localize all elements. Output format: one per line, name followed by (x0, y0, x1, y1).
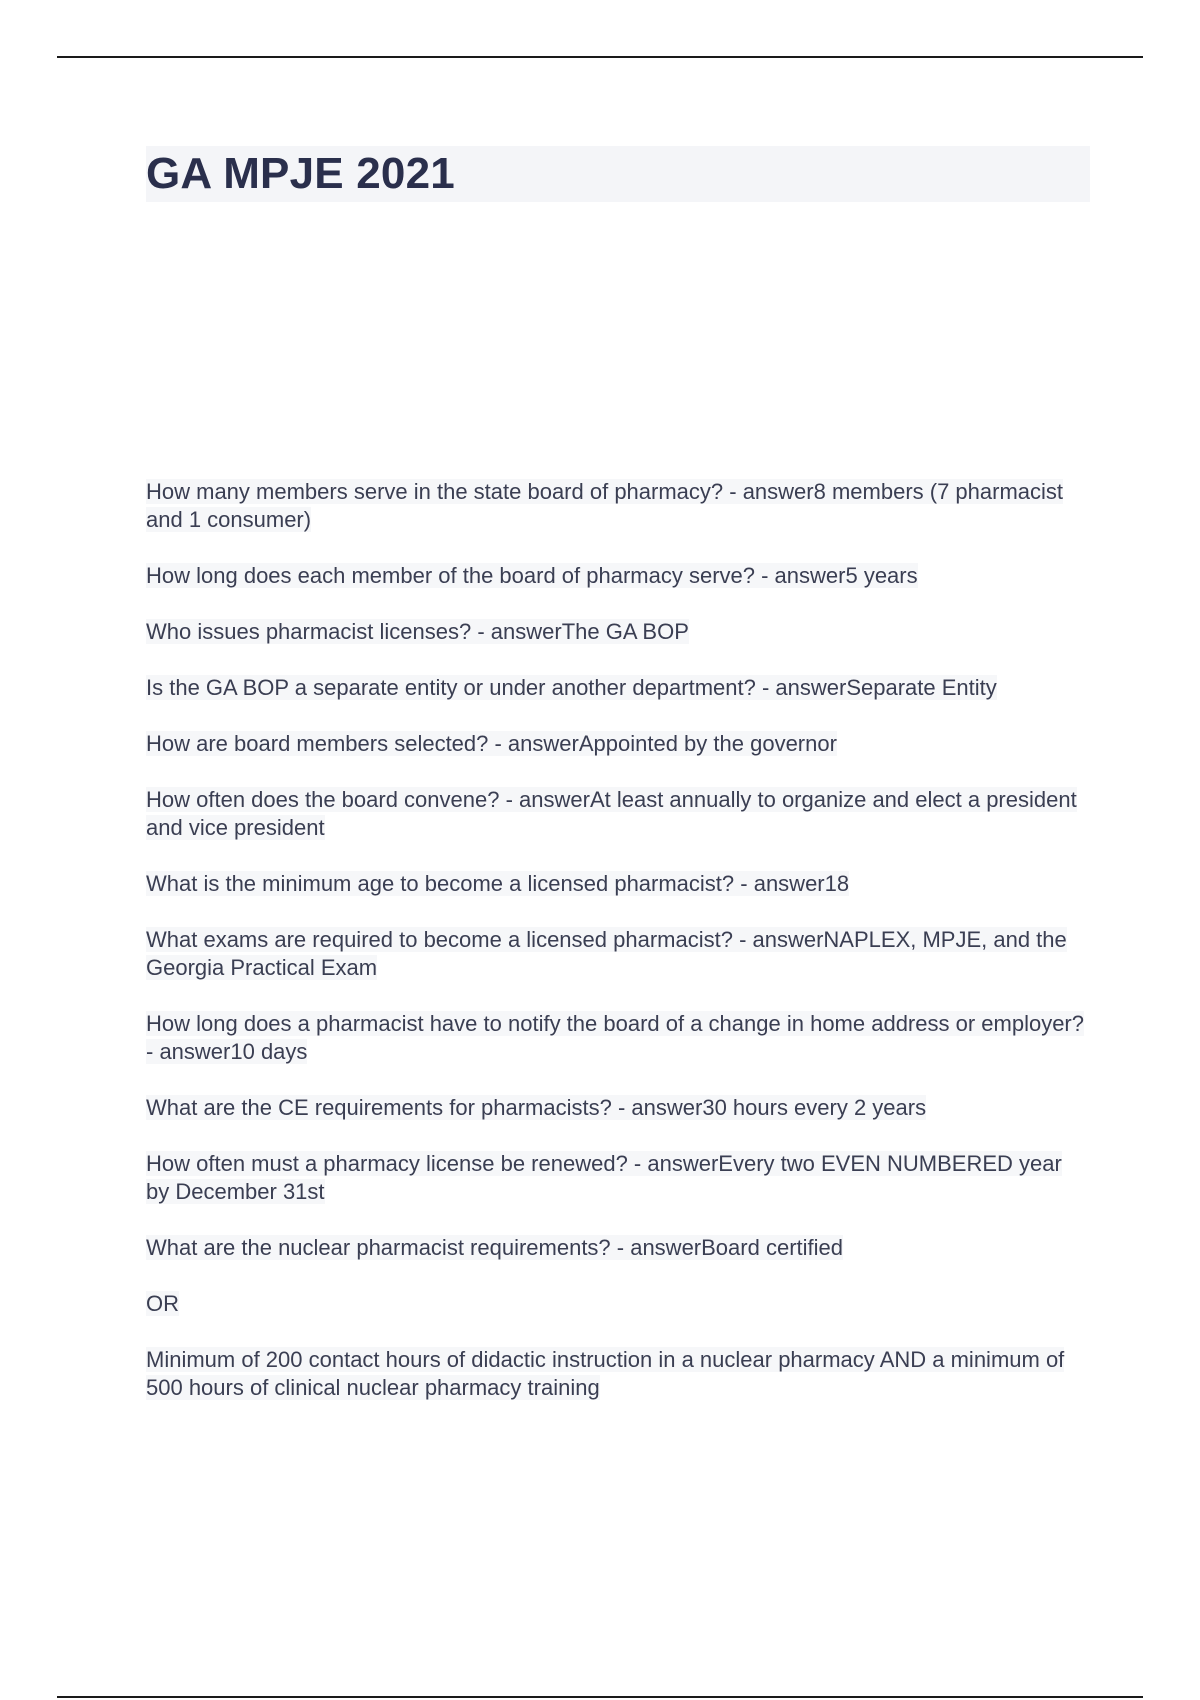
qa-list (146, 478, 1090, 1430)
qa-item (146, 1234, 1090, 1262)
qa-item (146, 478, 1090, 534)
footer-rule (57, 1696, 1143, 1698)
qa-text: Is the GA BOP a separate entity or under another department? - answerSeparate Entity (146, 675, 997, 700)
qa-item (146, 1150, 1090, 1206)
header-rule (57, 56, 1143, 58)
qa-text: How often must a pharmacy license be renewed? - answerEvery two EVEN NUMBERED year by December 31st (146, 1151, 1062, 1204)
qa-text: How long does each member of the board of pharmacy serve? - answer5 years (146, 563, 918, 588)
qa-item (146, 674, 1090, 702)
qa-item (146, 1010, 1090, 1066)
qa-text: How long does a pharmacist have to notify the board of a change in home address or employer? - answer10 days (146, 1011, 1084, 1064)
qa-item (146, 870, 1090, 898)
qa-text: OR (146, 1291, 179, 1316)
qa-item (146, 1290, 1090, 1318)
qa-text: What are the CE requirements for pharmacists? - answer30 hours every 2 years (146, 1095, 927, 1120)
qa-text: What exams are required to become a licensed pharmacist? - answerNAPLEX, MPJE, and the Georgia Practical Exam (146, 927, 1067, 980)
qa-item (146, 926, 1090, 982)
qa-item (146, 1094, 1090, 1122)
qa-text: What is the minimum age to become a licensed pharmacist? - answer18 (146, 871, 850, 896)
qa-item (146, 618, 1090, 646)
qa-text: How are board members selected? - answerAppointed by the governor (146, 731, 837, 756)
qa-text: How often does the board convene? - answerAt least annually to organize and elect a president and vice president (146, 787, 1077, 840)
qa-text: Minimum of 200 contact hours of didactic instruction in a nuclear pharmacy AND a minimum of 500 hours of clinical nuclear pharmacy training (146, 1347, 1065, 1400)
qa-item (146, 562, 1090, 590)
qa-text: How many members serve in the state board of pharmacy? - answer8 members (7 pharmacist and 1 consumer) (146, 479, 1064, 532)
qa-item (146, 786, 1090, 842)
qa-item (146, 730, 1090, 758)
qa-text: What are the nuclear pharmacist requirements? - answerBoard certified (146, 1235, 843, 1260)
qa-item (146, 1346, 1090, 1402)
page-title: GA MPJE 2021 (146, 149, 455, 198)
qa-text: Who issues pharmacist licenses? - answerThe GA BOP (146, 619, 689, 644)
